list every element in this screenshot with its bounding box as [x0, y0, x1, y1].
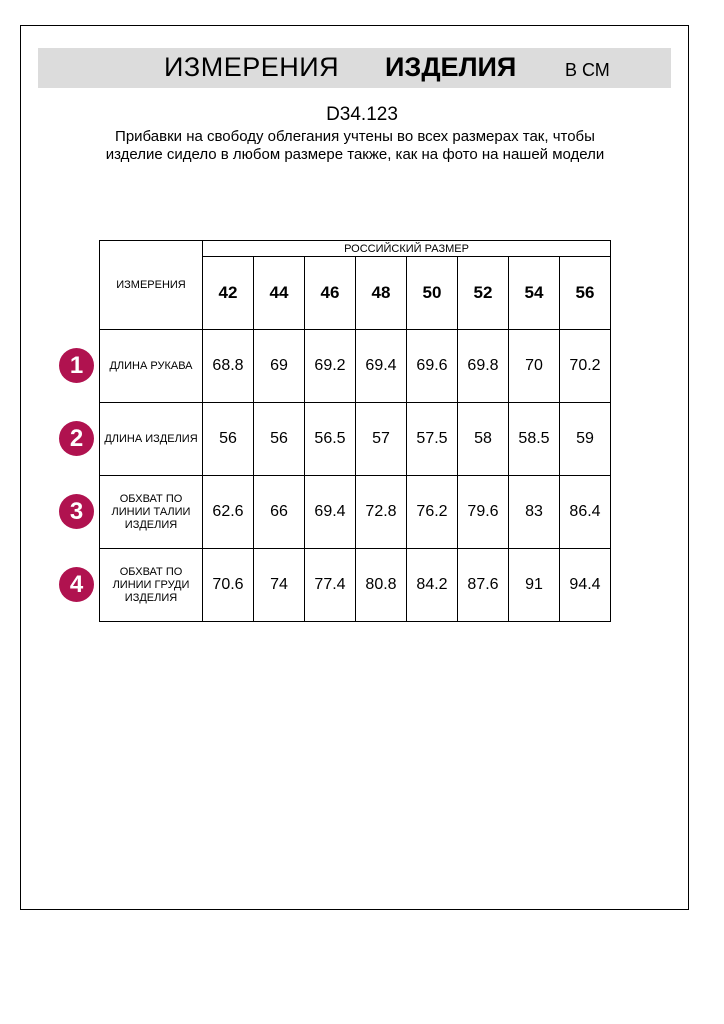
row-label: ДЛИНА ИЗДЕЛИЯ: [100, 403, 203, 476]
size-cell: 44: [254, 257, 305, 330]
value-cell: 74: [254, 549, 305, 622]
value-cell: 58.5: [509, 403, 560, 476]
value-cell: 87.6: [458, 549, 509, 622]
title-unit: В СМ: [565, 60, 610, 80]
size-cell: 54: [509, 257, 560, 330]
value-cell: 69.6: [407, 330, 458, 403]
value-cell: 57.5: [407, 403, 458, 476]
table-row: [100, 330, 611, 403]
size-chart-table: [99, 240, 611, 622]
value-cell: 69.4: [305, 476, 356, 549]
size-group-header: РОССИЙСКИЙ РАЗМЕР: [203, 241, 611, 257]
value-cell: 84.2: [407, 549, 458, 622]
value-cell: 56: [203, 403, 254, 476]
value-cell: 62.6: [203, 476, 254, 549]
size-cell: 42: [203, 257, 254, 330]
size-cell: 48: [356, 257, 407, 330]
row-number-badge: 2: [59, 421, 94, 456]
value-cell: 91: [509, 549, 560, 622]
table-row: [100, 476, 611, 549]
row-label: ДЛИНА РУКАВА: [100, 330, 203, 403]
value-cell: 69.8: [458, 330, 509, 403]
measure-header: ИЗМЕРЕНИЯ: [100, 241, 203, 330]
value-cell: 59: [560, 403, 611, 476]
value-cell: 94.4: [560, 549, 611, 622]
value-cell: 77.4: [305, 549, 356, 622]
size-cell: 52: [458, 257, 509, 330]
value-cell: 69: [254, 330, 305, 403]
value-cell: 68.8: [203, 330, 254, 403]
value-cell: 70.6: [203, 549, 254, 622]
value-cell: 69.2: [305, 330, 356, 403]
row-number-badge: 3: [59, 494, 94, 529]
value-cell: 83: [509, 476, 560, 549]
value-cell: 70: [509, 330, 560, 403]
table-header-row: [100, 241, 611, 257]
size-cell: 46: [305, 257, 356, 330]
value-cell: 76.2: [407, 476, 458, 549]
title-product: ИЗДЕЛИЯ: [385, 52, 517, 82]
row-number-badge: 4: [59, 567, 94, 602]
size-cell: 50: [407, 257, 458, 330]
value-cell: 57: [356, 403, 407, 476]
value-cell: 56.5: [305, 403, 356, 476]
size-cell: 56: [560, 257, 611, 330]
value-cell: 69.4: [356, 330, 407, 403]
table-row: [100, 403, 611, 476]
value-cell: 58: [458, 403, 509, 476]
value-cell: 56: [254, 403, 305, 476]
product-code: D34.123: [326, 104, 398, 125]
value-cell: 70.2: [560, 330, 611, 403]
title-measurements: ИЗМЕРЕНИЯ: [164, 52, 340, 82]
value-cell: 79.6: [458, 476, 509, 549]
fit-note: Прибавки на свободу облегания учтены во всех размерах так, чтобы изделие сидело в любом размере также, как на фото на нашей модели: [105, 128, 605, 163]
table-row: [100, 549, 611, 622]
value-cell: 72.8: [356, 476, 407, 549]
value-cell: 66: [254, 476, 305, 549]
row-label: ОБХВАТ ПО ЛИНИИ ТАЛИИ ИЗДЕЛИЯ: [100, 476, 203, 549]
value-cell: 86.4: [560, 476, 611, 549]
row-label: ОБХВАТ ПО ЛИНИИ ГРУДИ ИЗДЕЛИЯ: [100, 549, 203, 622]
value-cell: 80.8: [356, 549, 407, 622]
row-number-badge: 1: [59, 348, 94, 383]
